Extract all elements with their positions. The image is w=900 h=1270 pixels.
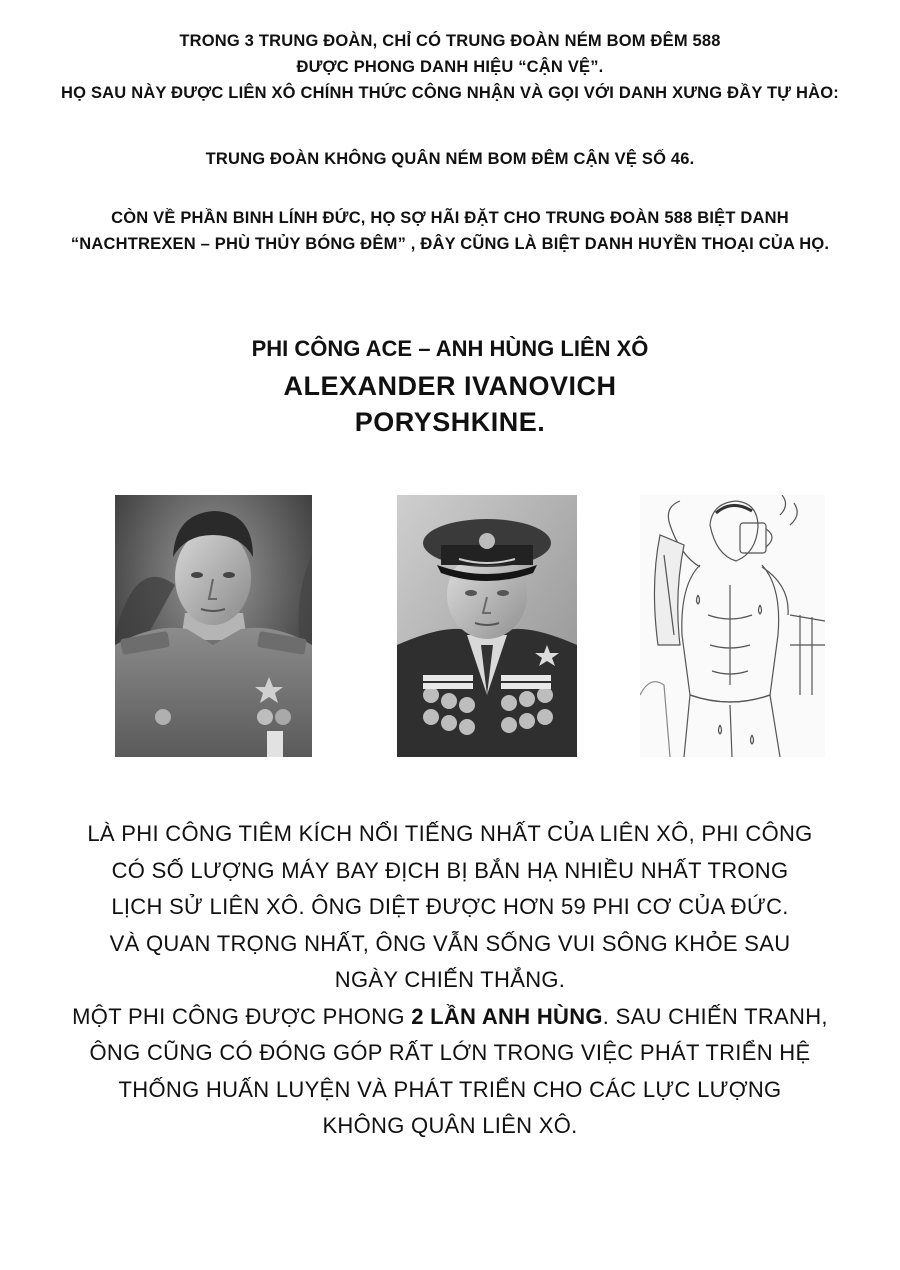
general-photo <box>397 495 577 757</box>
body-line: KHÔNG QUÂN LIÊN XÔ. <box>322 1113 578 1138</box>
body-line <box>0 999 900 1036</box>
name-line-2: PORYSHKINE. <box>354 407 546 437</box>
intro-line: ĐƯỢC PHONG DANH HIỆU “CẬN VỆ”. <box>296 58 604 76</box>
intro-line: TRONG 3 TRUNG ĐOÀN, CHỈ CÓ TRUNG ĐOÀN NÉM BOM ĐÊM 588 <box>179 32 721 50</box>
person-name <box>0 368 900 440</box>
intro-line: HỌ SAU NÀY ĐƯỢC LIÊN XÔ CHÍNH THỨC CÔNG NHẬN VÀ GỌI VỚI DANH XƯNG ĐẦY TỰ HÀO: <box>61 84 839 102</box>
body-text-segment: . SAU CHIẾN TRANH, <box>602 1003 828 1029</box>
biography-text <box>0 816 900 1145</box>
intro-line: “NACHTREXEN – PHÙ THỦY BÓNG ĐÊM” , ĐÂY CŨNG LÀ BIỆT DANH HUYỀN THOẠI CỦA HỌ. <box>70 235 830 253</box>
intro-regiment-name <box>0 146 900 172</box>
highlight-text: 2 LẦN ANH HÙNG <box>411 1003 603 1029</box>
manga-sketch-image <box>640 495 825 757</box>
body-text-segment: MỘT PHI CÔNG ĐƯỢC PHONG <box>72 1003 412 1029</box>
young-pilot-photo <box>115 495 312 757</box>
body-line: THỐNG HUẤN LUYỆN VÀ PHÁT TRIỂN CHO CÁC LỰC LƯỢNG <box>118 1076 782 1102</box>
intro-line: TRUNG ĐOÀN KHÔNG QUÂN NÉM BOM ĐÊM CẬN VỆ SỐ 46. <box>205 150 695 168</box>
body-line: NGÀY CHIẾN THẮNG. <box>334 967 566 992</box>
intro-line: CÒN VỀ PHẦN BINH LÍNH ĐỨC, HỌ SỢ HÃI ĐẶT CHO TRUNG ĐOÀN 588 BIỆT DANH <box>111 209 789 227</box>
body-line: ÔNG CŨNG CÓ ĐÓNG GÓP RẤT LỚN TRONG VIỆC PHÁT TRIỂN HỆ <box>89 1040 811 1065</box>
name-line-1: ALEXANDER IVANOVICH <box>283 371 617 401</box>
subtitle: PHI CÔNG ACE – ANH HÙNG LIÊN XÔ <box>251 336 649 361</box>
body-line: LỊCH SỬ LIÊN XÔ. ÔNG DIỆT ĐƯỢC HƠN 59 PHI CƠ CỦA ĐỨC. <box>111 894 789 919</box>
body-line: LÀ PHI CÔNG TIÊM KÍCH NỔI TIẾNG NHẤT CỦA LIÊN XÔ, PHI CÔNG <box>87 821 813 846</box>
body-line: CÓ SỐ LƯỢNG MÁY BAY ĐỊCH BỊ BẮN HẠ NHIỀU NHẤT TRONG <box>111 857 789 883</box>
intro-text <box>0 28 900 106</box>
intro-nickname <box>0 205 900 257</box>
body-line: VÀ QUAN TRỌNG NHẤT, ÔNG VẪN SỐNG VUI SÔNG KHỎE SAU <box>109 930 791 956</box>
